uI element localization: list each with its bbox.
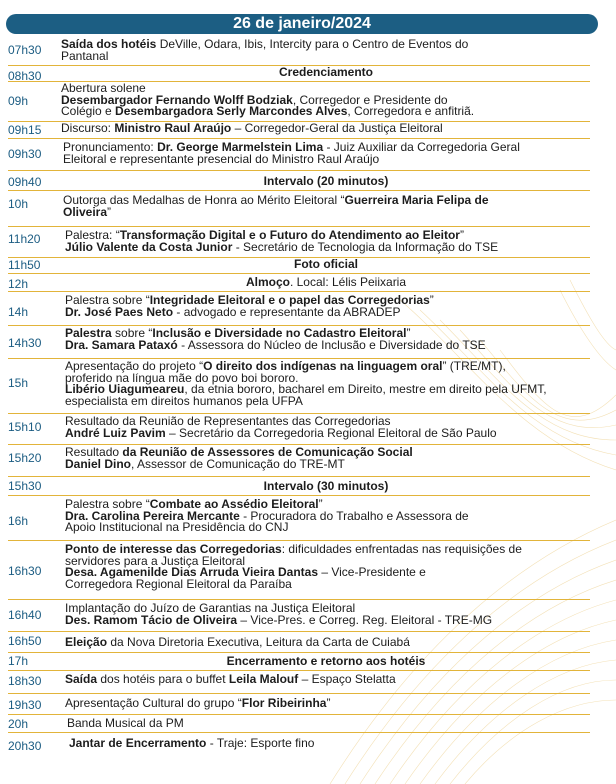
row-description: Palestra sobre “Combate ao Assédio Eleitoral” Dra. Carolina Pereira Mercante - Procuradora do Trabalho e Assessora de Apoio Institucional na Presidência do CNJ xyxy=(65,497,469,534)
row-description: Palestra: “Transformação Digital e o Futuro do Atendimento ao Eleitor” Júlio Valente da Costa Junior - Secretário de Tecnologia da Informação do TSE xyxy=(65,228,499,254)
time-label: 10h xyxy=(8,197,29,211)
time-label: 14h xyxy=(8,305,29,319)
time-label: 20h xyxy=(8,717,29,731)
time-label: 17h xyxy=(8,654,29,668)
row-description: Resultado da Reunião de Representantes das Corregedorias André Luiz Pavim – Secretário da Corregedoria Regional Eleitoral de São Paulo xyxy=(65,414,497,440)
time-label: 16h xyxy=(8,514,29,528)
row-description: Apresentação Cultural do grupo “Flor Ribeirinha” xyxy=(65,696,331,710)
row-divider xyxy=(8,226,590,227)
time-label: 11h50 xyxy=(8,258,41,272)
row-description: Foto oficial xyxy=(294,257,358,271)
row-divider xyxy=(8,273,590,274)
row-divider xyxy=(8,540,590,541)
row-divider xyxy=(8,138,590,139)
time-label: 15h10 xyxy=(8,420,42,434)
row-description: Almoço. Local: Lélis Peiixaria xyxy=(245,275,407,289)
time-label: 16h50 xyxy=(8,634,42,648)
row-description: Palestra sobre “Integridade Eleitoral e o papel das Corregedorias” Dr. José Paes Neto - advogado e representante da ABRADEP xyxy=(65,293,434,319)
time-label: 12h xyxy=(8,277,29,291)
time-label: 08h30 xyxy=(8,69,42,83)
row-divider xyxy=(8,291,590,292)
time-label: 15h xyxy=(8,376,29,390)
row-description: Jantar de Encerramento - Traje: Esporte fino xyxy=(69,736,315,750)
time-label: 09h xyxy=(8,94,29,108)
row-divider xyxy=(8,693,590,694)
time-label: 16h40 xyxy=(8,608,42,622)
row-description: Palestra sobre “Inclusão e Diversidade no Cadastro Eleitoral” Dra. Samara Pataxó - Assessora do Núcleo de Inclusão e Diversidade do TSE xyxy=(65,326,486,352)
row-divider xyxy=(8,714,590,715)
row-description: Saída dos hotéis DeVille, Odara, Ibis, Intercity para o Centro de Eventos do Pantanal xyxy=(61,37,469,63)
row-divider xyxy=(8,495,590,496)
row-description: Resultado da Reunião de Assessores de Comunicação Social Daniel Dino, Assessor de Comunicação do TRE-MT xyxy=(65,445,413,471)
row-description: Credenciamento xyxy=(278,65,374,79)
time-label: 09h15 xyxy=(8,123,42,137)
row-description: Pronunciamento: Dr. George Marmelstein Lima - Juiz Auxiliar da Corregedoria Geral Eleitoral e representante presencial do Ministro Raul Araújo xyxy=(63,140,520,166)
time-label: 20h30 xyxy=(8,739,42,753)
time-label: 18h30 xyxy=(8,674,42,688)
row-description: Intervalo (20 minutos) xyxy=(263,174,389,188)
row-divider xyxy=(8,652,590,653)
time-label: 15h30 xyxy=(8,479,42,493)
time-label: 15h20 xyxy=(8,451,42,465)
time-label: 19h30 xyxy=(8,698,42,712)
row-description: Banda Musical da PM xyxy=(67,716,184,730)
row-divider xyxy=(8,670,590,671)
row-description: Discurso: Ministro Raul Araújo – Corregedor-Geral da Justiça Eleitoral xyxy=(61,121,443,135)
row-description: Eleição da Nova Diretoria Executiva, Leitura da Carta de Cuiabá xyxy=(65,635,410,649)
row-description: Encerramento e retorno aos hotéis xyxy=(226,654,426,668)
row-description: Saída dos hotéis para o buffet Leila Malouf – Espaço Stelatta xyxy=(65,672,396,686)
row-description: Ponto de interesse das Corregedorias: dificuldades enfrentadas nas requisições de servidores para a Justiça Eleitoral Desa. Agamenilde Dias Arruda Vieira Dantas – Vice-Presidente e Corregedora Regional Eleitoral da Paraíba xyxy=(65,542,522,591)
row-divider xyxy=(8,631,590,632)
row-description: Outorga das Medalhas de Honra ao Mérito Eleitoral “Guerreira Maria Felipa de Oliveira” xyxy=(63,193,489,219)
time-label: 11h20 xyxy=(8,232,41,246)
time-label: 09h40 xyxy=(8,175,42,189)
time-label: 14h30 xyxy=(8,336,42,350)
row-divider xyxy=(8,476,590,477)
row-description: Implantação do Juízo de Garantias na Justiça Eleitoral Des. Ramom Tácio de Oliveira – Vice-Pres. e Correg. Reg. Eleitoral - TRE-MG xyxy=(65,601,493,627)
row-divider xyxy=(8,190,590,191)
date-header: 26 de janeiro/2024 xyxy=(6,14,598,34)
time-label: 07h30 xyxy=(8,43,42,57)
row-divider xyxy=(8,732,590,733)
time-label: 16h30 xyxy=(8,564,42,578)
row-description: Abertura solene Desembargador Fernando Wolff Bodziak, Corregedor e Presidente do Colégio e Desembargadora Serly Marcondes Alves, Corregedora e anfitriã. xyxy=(61,81,475,118)
row-divider xyxy=(8,599,590,600)
row-divider xyxy=(8,170,590,171)
row-description: Apresentação do projeto “O direito dos indígenas na linguagem oral” (TRE/MT), proferido na língua mãe do povo boi bororo. Libério Uiagumeareu, da etnia bororo, bacharel em Direito, mestre em direito pela UFMT, especialista em direitos humanos pela UFPA xyxy=(65,359,547,408)
time-label: 09h30 xyxy=(8,147,42,161)
row-description: Intervalo (30 minutos) xyxy=(263,479,389,493)
